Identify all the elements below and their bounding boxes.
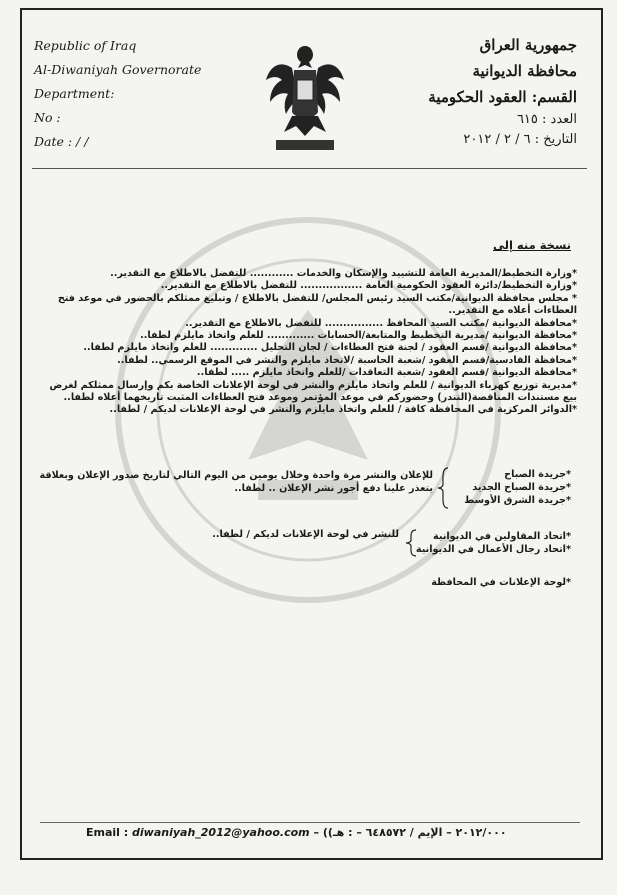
recipient-item: * مجلس محافظة الديوانية/مكتب السيد رئيس المجلس/ للتفضل بالاطلاع / وتبليغ ممثلكم بالحضور في موعد فتح العطاءات أعلاه مع التقدير.. xyxy=(57,292,577,317)
email-label: Email : xyxy=(86,826,129,839)
recipient-item: *وزارة التخطيط/المديرية العامة للتشييد والإسكان والخدمات ............ للتفضل بالاطلاع مع التقدير.. xyxy=(110,268,577,279)
newspapers-note-line: للإعلان والنشر مرة واحدة وخلال يومين من اليوم التالي لتاريخ صدور الإعلان وبعلاقة xyxy=(39,470,433,481)
recipients-list xyxy=(34,268,577,417)
footer-phone: – ((٢٠١٢/٠٠٠ – الإيم / ٦٤٨٥٧٢ – : هـ xyxy=(313,826,507,839)
date-ar-label: التاريخ : ٦ / ٢ / ٢٠١٢ xyxy=(463,132,577,147)
newspapers-brace-icon xyxy=(436,466,450,510)
english-header xyxy=(34,34,201,154)
unions-list xyxy=(416,530,571,556)
union-item: *اتحاد المقاولين في الديوانية xyxy=(433,531,571,542)
recipient-item: *محافظة الديوانية /قسم العقود /شعبة التعاقدات /للعلم واتخاذ مايلزم ..... لطفا.. xyxy=(196,367,577,379)
distribution-title: نسخة منه إلى xyxy=(493,238,571,252)
date-label: Date : / / xyxy=(34,134,89,149)
newspapers-note xyxy=(40,469,433,495)
union-item: *اتحاد رجال الأعمال في الديوانية xyxy=(415,544,571,555)
recipient-item: *محافظة الديوانية /مديرية التخطيط والمتابعة/الحسابات ............. للعلم واتخاذ مايلزم لطفا.. xyxy=(140,330,577,342)
department-label: Department: xyxy=(34,86,115,101)
recipient-item: *الدوائر المركزية في المحافظة كافة / للعلم واتخاذ مايلزم والنشر في لوحة الإعلانات لديكم / لطفا.. xyxy=(109,404,577,416)
newspaper-item: *جريدة الصباح xyxy=(504,469,571,480)
newspaper-item: *جريدة الشرق الأوسط xyxy=(464,495,571,506)
recipient-item: *وزارة التخطيط/دائرة العقود الحكومية العامة ................. للتفضل بالاطلاع مع التقدير.. xyxy=(160,280,577,292)
recipient-item: *محافظة القادسية/قسم العقود /شعبة الحاسبة /لاتخاذ مايلزم والنشر في الموقع الرسمي.. لطفا.. xyxy=(117,354,577,366)
recipient-item: *محافظة الديوانية /قسم العقود / لجنة فتح العطاءات / لجان التحليل ............. للعلم واتخاذ مايلزم لطفا.. xyxy=(83,342,577,354)
republic-label: جمهورية العراق xyxy=(479,36,577,54)
newspapers-note-line: يتعذر علينا دفع أجور نشر الإعلان .. لطفا.. xyxy=(234,483,433,494)
contact-footer xyxy=(86,826,507,839)
footer-divider xyxy=(40,822,580,823)
unions-note: للنشر في لوحة الإعلانات لديكم / لطفا.. xyxy=(212,529,399,540)
recipient-item: *محافظة الديوانية /مكتب السيد المحافظ ................ للتفضل بالاطلاع مع التقدير.. xyxy=(185,317,577,329)
newspapers-list xyxy=(464,468,571,507)
arabic-header xyxy=(428,32,577,150)
newspaper-item: *جريدة الصباح الجديد xyxy=(472,482,571,493)
email-address: diwaniyah_2012@yahoo.com xyxy=(132,826,310,839)
number-ar-label: العدد : ٦١٥ xyxy=(516,112,577,127)
eagle-emblem-icon xyxy=(262,40,348,158)
recipient-item: *مديرية توزيع كهرباء الديوانية / للعلم واتخاذ مايلزم والنشر في لوحة الإعلانات الخاصة بكم وإرسال ممثلكم لغرض بيع مستندات المناقصة(التندر) وحضوركم في موعد المؤتمر وموعد فتح العطاءات المثبت تاريخهما أعلاه لطفا.. xyxy=(49,379,577,404)
header-divider xyxy=(32,168,587,169)
country-label: Republic of Iraq xyxy=(34,38,137,53)
section-label: القسم: العقود الحكومية xyxy=(428,88,577,106)
governorate-ar-label: محافظة الديوانية xyxy=(472,62,577,80)
board-item: *لوحة الإعلانات في المحافظة xyxy=(431,577,571,588)
unions-brace-icon xyxy=(404,528,418,558)
governorate-label: Al-Diwaniyah Governorate xyxy=(34,62,202,77)
number-label: No : xyxy=(34,110,61,125)
